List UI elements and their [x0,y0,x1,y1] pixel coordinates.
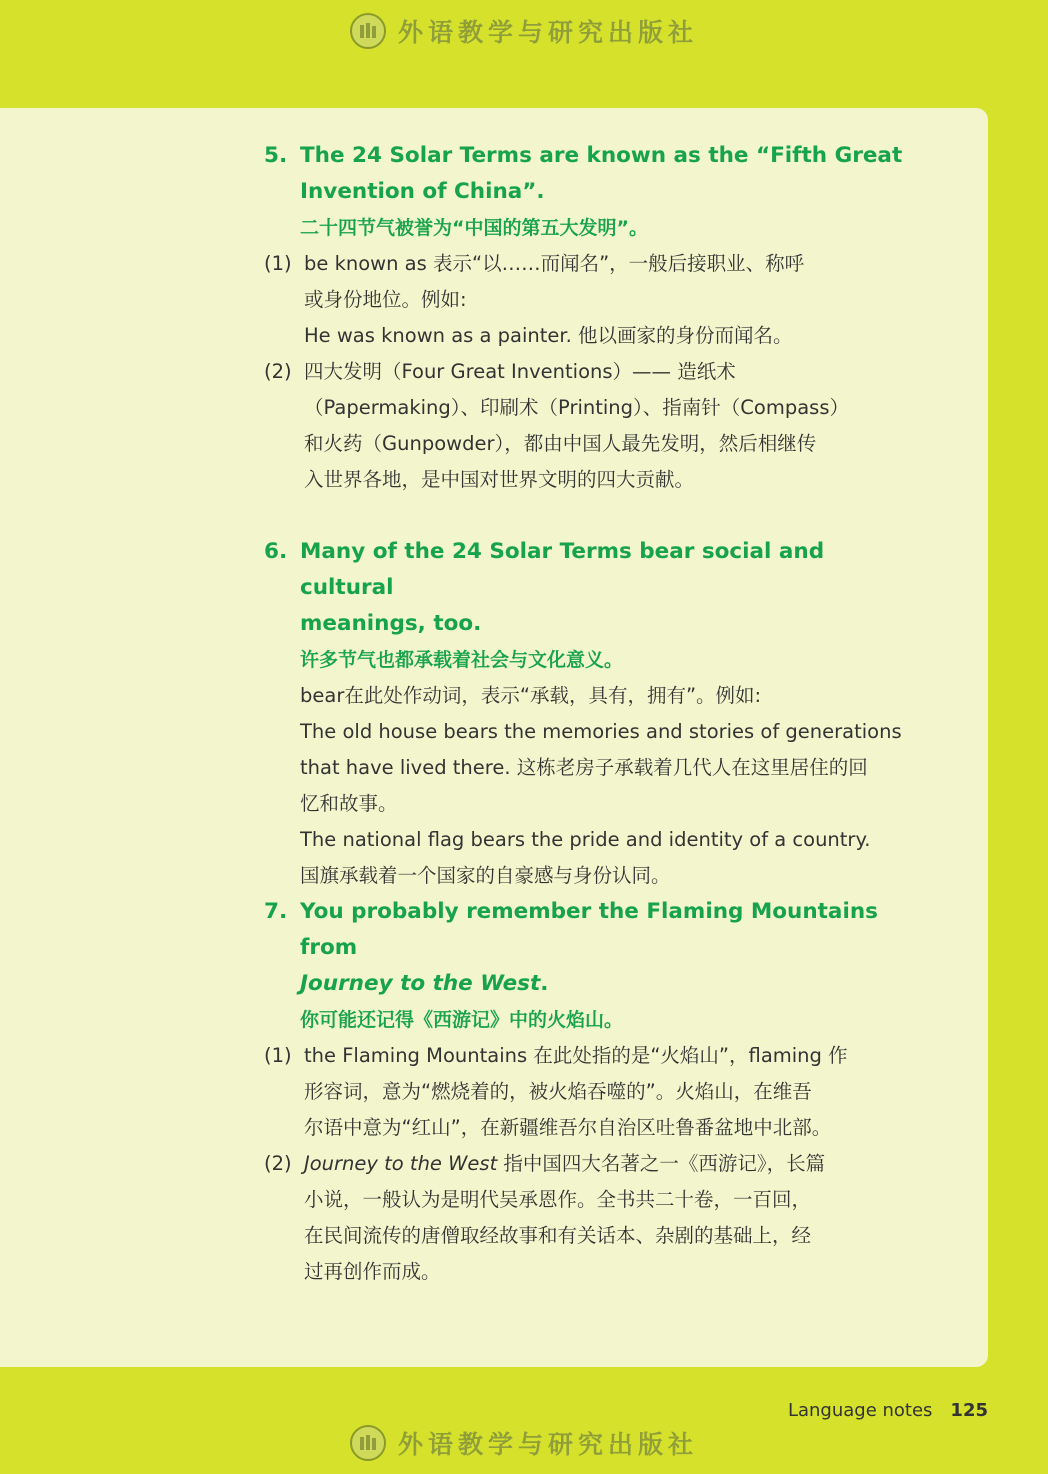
note-heading [264,138,924,174]
note-item [264,1146,924,1290]
note-item [264,354,924,498]
item-line: 过再创作而成。 [304,1260,441,1283]
publisher-header [0,6,1048,56]
item-line: He was known as a painter. 他以画家的身份而闻名。 [304,324,793,347]
item-line: 小说，一般认为是明代吴承恩作。全书共二十卷，一百回， [304,1188,812,1211]
note-line: 忆和故事。 [300,792,398,815]
note-number: 6. [264,539,288,564]
note-title-line: meanings, too. [300,611,482,636]
note-heading [264,966,924,1002]
item-line: 四大发明（Four Great Inventions）—— 造纸术 [304,360,736,383]
note-heading [264,174,924,210]
publisher-name: 外语教学与研究出版社 [397,1430,698,1459]
note-title-line: Many of the 24 Solar Terms bear social and cultural [300,539,825,600]
note-item [264,246,924,354]
note-line: 国旗承载着一个国家的自豪感与身份认同。 [300,864,671,887]
item-line: （Papermaking）、印刷术（Printing）、指南针（Compass） [304,396,849,419]
note-number: 7. [264,899,288,924]
book-title: Journey to the West [300,971,541,996]
note-chinese-title: 你可能还记得《西游记》中的火焰山。 [300,1009,624,1031]
note-title-line: Invention of China”. [300,179,545,204]
note-6 [264,534,924,894]
item-text: 指中国四大名著之一《西游记》，长篇 [497,1152,826,1175]
note-chinese-title: 许多节气也都承载着社会与文化意义。 [300,649,624,671]
item-line: 入世界各地，是中国对世界文明的四大贡献。 [304,468,695,491]
item-line: the Flaming Mountains 在此处指的是“火焰山”，flaming 作 [304,1044,848,1067]
note-heading [264,534,924,606]
note-title-line: The 24 Solar Terms are known as the “Fifth Great [300,143,903,168]
note-item [264,1038,924,1146]
note-line: The national flag bears the pride and identity of a country. [300,828,871,851]
item-line: be known as 表示“以……而闻名”，一般后接职业、称呼 [304,252,805,275]
page-number: 125 [950,1400,988,1421]
note-title-line: You probably remember the Flaming Mountains from [300,899,878,960]
item-line: 和火药（Gunpowder），都由中国人最先发明，然后相继传 [304,432,817,455]
title-period: . [540,971,549,996]
note-number: 5. [264,143,288,168]
item-line: 尔语中意为“红山”，在新疆维吾尔自治区吐鲁番盆地中北部。 [304,1116,832,1139]
book-title: Journey to the West [304,1152,498,1175]
publisher-seal-icon [350,1425,386,1461]
item-line: 在民间流传的唐僧取经故事和有关话本、杂剧的基础上，经 [304,1224,812,1247]
note-5 [264,138,924,498]
publisher-seal-icon [350,13,386,49]
section-label: Language notes [787,1400,933,1421]
item-marker: (1) [264,1044,292,1067]
item-marker: (2) [264,360,292,383]
publisher-name: 外语教学与研究出版社 [397,18,698,47]
note-heading [264,894,924,966]
item-line [304,1146,825,1182]
note-line: The old house bears the memories and stories of generations [300,720,902,743]
note-line: bear在此处作动词，表示“承载，具有，拥有”。例如: [300,684,762,707]
item-line: 或身份地位。例如: [304,288,467,311]
publisher-footer [0,1418,1048,1468]
note-chinese-title: 二十四节气被誉为“中国的第五大发明”。 [300,217,648,239]
note-line: that have lived there. 这栋老房子承载着几代人在这里居住的回 [300,756,868,779]
item-marker: (1) [264,252,292,275]
item-line: 形容词，意为“燃烧着的，被火焰吞噬的”。火焰山，在维吾 [304,1080,812,1103]
note-7 [264,894,924,1290]
item-marker: (2) [264,1152,292,1175]
note-heading [264,606,924,642]
